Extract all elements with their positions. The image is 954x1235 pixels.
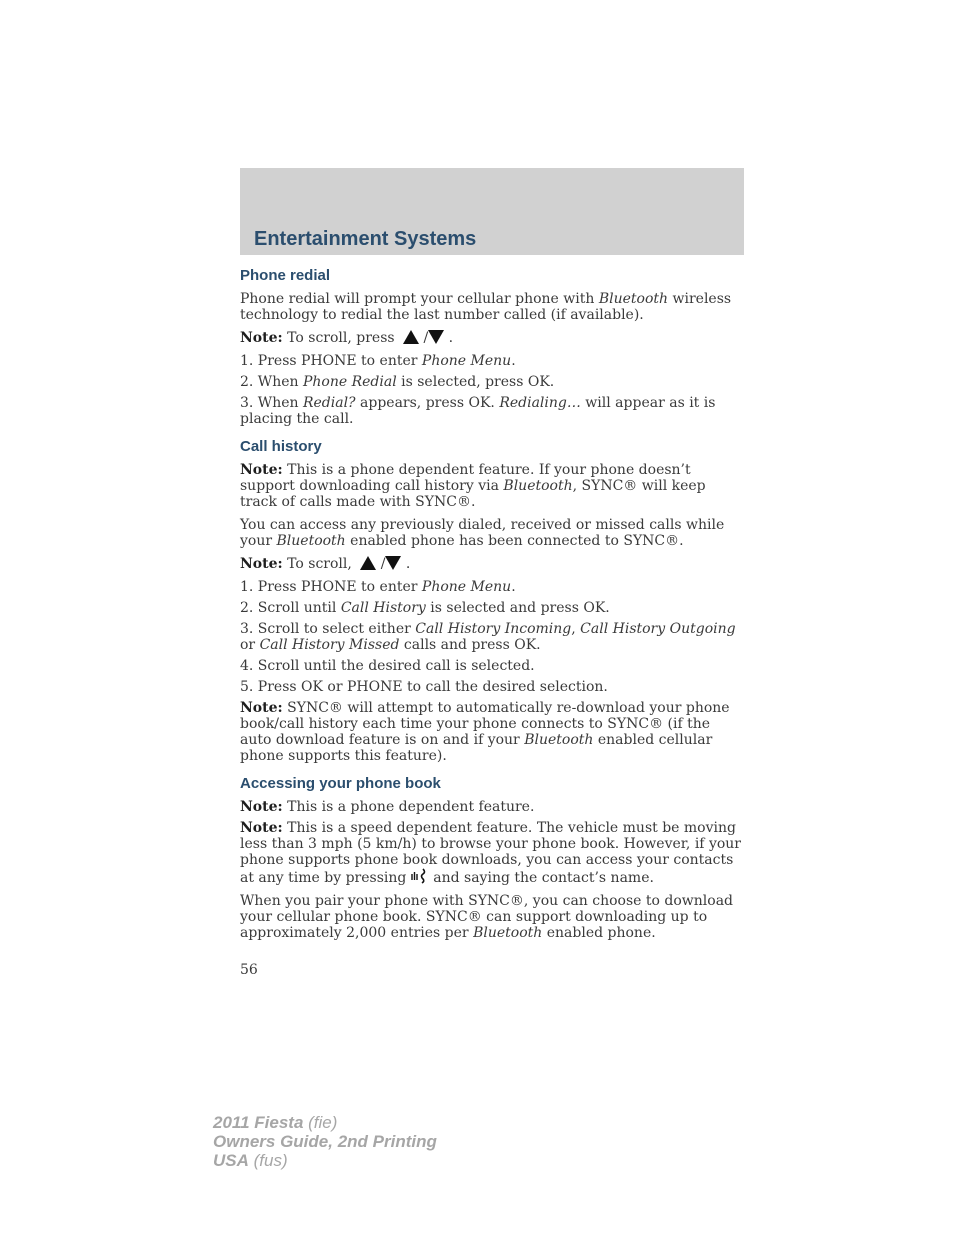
voice-command-icon xyxy=(411,868,429,884)
history-note-3: Note: SYNC® will attempt to automatically re-download your phone book/call history each time your phone connects to SYNC® (if the auto download feature is on and if your Bluetooth enabled cellular phone supports this feature). xyxy=(240,700,730,764)
heading-call-history: Call history xyxy=(240,438,322,455)
phonebook-note-2: Note: This is a speed dependent feature. The vehicle must be moving less than 3 mph (5 km/h) to browse your phone book. However, if your phone supports phone book downloads, you can access your contacts at any time by pressing and saying the contact’s name. xyxy=(240,820,741,886)
footer-line-2: Owners Guide, 2nd Printing xyxy=(213,1132,437,1151)
history-step-5: 5. Press OK or PHONE to call the desired selection. xyxy=(240,679,608,695)
redial-intro: Phone redial will prompt your cellular phone with Bluetooth wireless technology to redial the last number called (if available). xyxy=(240,291,732,323)
history-note-1: Note: This is a phone dependent feature. If your phone doesn’t support downloading call history via Bluetooth, SYNC® will keep track of calls made with SYNC®. xyxy=(240,462,706,510)
redial-step-3: 3. When Redial? appears, press OK. Redialing… will appear as it is placing the call. xyxy=(240,395,716,427)
heading-phone-book: Accessing your phone book xyxy=(240,775,441,792)
section-header-band xyxy=(240,168,744,255)
history-step-4: 4. Scroll until the desired call is selected. xyxy=(240,658,535,674)
page-content xyxy=(240,266,744,941)
page-number: 56 xyxy=(240,962,258,978)
arrow-up-icon xyxy=(360,556,376,570)
history-paragraph: You can access any previously dialed, received or missed calls while your Bluetooth enabled phone has been connected to SYNC®. xyxy=(240,517,725,549)
heading-phone-redial: Phone redial xyxy=(240,267,331,284)
phonebook-note-1: Note: This is a phone dependent feature. xyxy=(240,799,535,815)
arrow-up-icon xyxy=(403,330,419,344)
history-step-2: 2. Scroll until Call History is selected and press OK. xyxy=(240,600,610,616)
history-step-3: 3. Scroll to select either Call History Incoming, Call History Outgoing or Call History Missed calls and press OK. xyxy=(240,621,736,653)
redial-step-1: 1. Press PHONE to enter Phone Menu. xyxy=(240,353,516,369)
footer-line-3: USA (fus) xyxy=(213,1151,288,1170)
section-title: Entertainment Systems xyxy=(254,228,477,250)
footer-line-1: 2011 Fiesta (fie) xyxy=(213,1113,338,1132)
redial-step-2: 2. When Phone Redial is selected, press OK. xyxy=(240,374,555,390)
history-step-1: 1. Press PHONE to enter Phone Menu. xyxy=(240,579,516,595)
redial-note: Note: To scroll, press / . xyxy=(240,330,454,346)
history-note-2: Note: To scroll, / . xyxy=(240,556,411,572)
arrow-down-icon xyxy=(385,556,401,570)
document-footer xyxy=(213,1113,437,1170)
phonebook-paragraph: When you pair your phone with SYNC®, you can choose to download your cellular phone book. SYNC® can support downloading up to approximately 2,000 entries per Bluetooth enabled phone. xyxy=(240,893,734,941)
arrow-down-icon xyxy=(428,330,444,344)
